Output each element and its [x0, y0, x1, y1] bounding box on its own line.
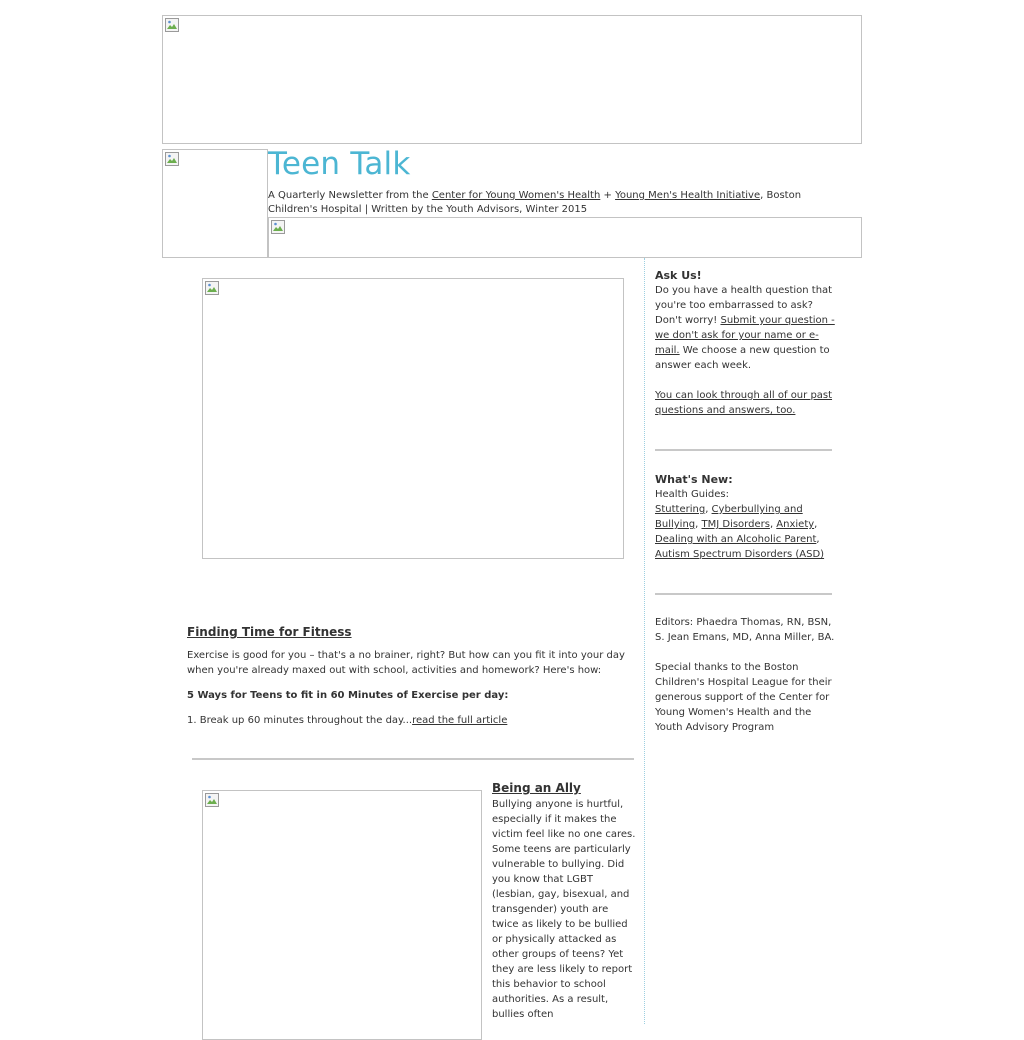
health-guides-list: Stuttering, Cyberbullying and Bullying, TMJ Disorders, Anxiety, Dealing with an Alcoholic Parent, Autism Spectrum Disorders (ASD): [655, 504, 825, 560]
sidebar: [655, 268, 835, 735]
newsletter-subtitle: [268, 189, 828, 217]
past-questions-link[interactable]: You can look through all of our past questions and answers, too.: [655, 390, 833, 416]
guide-asd-link[interactable]: Autism Spectrum Disorders (ASD): [655, 549, 825, 560]
broken-image-icon: [271, 220, 285, 234]
tip-text: 1. Break up 60 minutes throughout the day...: [187, 715, 413, 726]
article-ally-title[interactable]: Being an Ally: [492, 781, 581, 795]
sidebar-divider: [655, 593, 832, 595]
health-guides-label: Health Guides:: [655, 489, 729, 500]
article-fitness-title[interactable]: Finding Time for Fitness: [187, 625, 352, 639]
guide-cyberbullying-link[interactable]: Cyberbullying and Bullying: [655, 504, 803, 530]
editors-text: Editors: Phaedra Thomas, RN, BSN, S. Jean Emans, MD, Anna Miller, BA.: [655, 617, 835, 643]
article-ally-body: Bullying anyone is hurtful, especially if it makes the victim feel like no one cares. Some teens are particularly vulnerable to bullying. Did you know that LGBT (lesbian, gay, bisexual, and transgender) youth are twice as likely to be bullied or physically attacked as other groups of teens? Yet they are less likely to report this behavior to school authorities. As a result, bullies often: [492, 799, 636, 1020]
logo-image: [162, 149, 268, 258]
ally-image[interactable]: [202, 790, 482, 1040]
article-fitness-tip: [187, 713, 637, 728]
guide-anxiety-link[interactable]: Anxiety: [776, 519, 815, 530]
feature-image[interactable]: [202, 278, 624, 559]
sidebar-divider: [655, 449, 832, 451]
header-banner-image: [162, 15, 862, 144]
guide-stuttering-link[interactable]: Stuttering: [655, 504, 706, 515]
guide-alcoholic-parent-link[interactable]: Dealing with an Alcoholic Parent: [655, 534, 817, 545]
article-fitness: [187, 625, 637, 738]
submit-question-link[interactable]: Submit your question - we don't ask for your name or e-mail.: [655, 315, 835, 356]
ask-us-intro: Do you have a health question that you're too embarrassed to ask? Don't worry!: [655, 285, 833, 326]
ask-us-text: [655, 283, 835, 373]
read-full-article-link[interactable]: read the full article: [412, 715, 508, 726]
broken-image-icon: [205, 281, 219, 295]
subtitle-prefix: A Quarterly Newsletter from the: [268, 190, 432, 201]
whats-new-heading: What's New:: [655, 473, 733, 486]
nav-bar-image[interactable]: [268, 217, 862, 258]
subtitle-plus: +: [600, 190, 616, 201]
article-divider: [192, 758, 634, 760]
cywh-link[interactable]: Center for Young Women's Health: [431, 190, 601, 201]
thanks-text: Special thanks to the Boston Children's Hospital League for their generous support of the Center for Young Women's Health and the Youth Advisory Program: [655, 662, 832, 733]
article-fitness-subheading: 5 Ways for Teens to fit in 60 Minutes of Exercise per day:: [187, 690, 509, 701]
guide-tmj-link[interactable]: TMJ Disorders: [701, 519, 770, 530]
ask-us-outro: We choose a new question to answer each week.: [655, 345, 830, 371]
broken-image-icon: [205, 793, 219, 807]
broken-image-icon: [165, 18, 179, 32]
ymhi-link[interactable]: Young Men's Health Initiative: [615, 190, 761, 201]
article-fitness-intro: Exercise is good for you – that's a no brainer, right? But how can you fit it into your day when you're already maxed out with school, activities and homework? Here's how:: [187, 650, 625, 676]
sidebar-divider-line: [644, 258, 645, 1024]
subtitle-suffix: , Boston Children's Hospital | Written by the Youth Advisors, Winter 2015: [268, 190, 802, 215]
broken-image-icon: [165, 152, 179, 166]
article-ally: [492, 779, 636, 1022]
ask-us-heading: Ask Us!: [655, 269, 702, 282]
newsletter-title: Teen Talk: [268, 146, 411, 182]
